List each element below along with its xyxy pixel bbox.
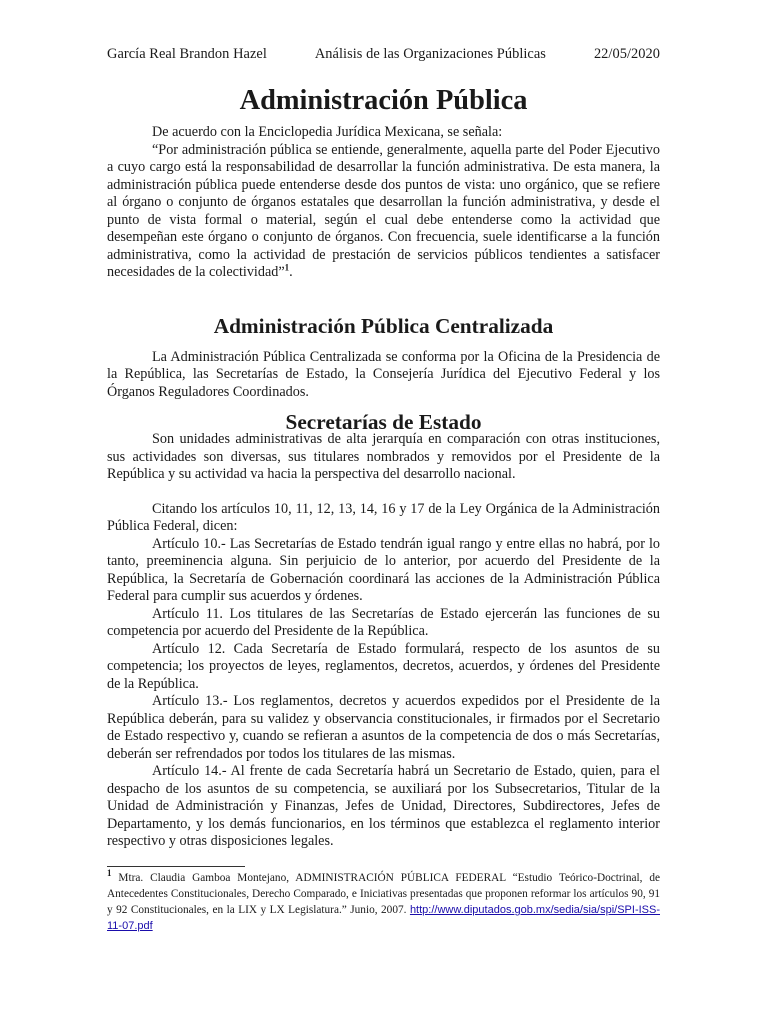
footnote-text: Mtra. Claudia Gamboa Montejano, ADMINISTRACIÓN PÚBLICA FEDERAL “Estudio Teórico-Doctrinal, de Antecedentes Constitucionales, Derecho Comparado, e Iniciativas presentadas que proponen reformar los artículos 90, 91 y 92 Constitucionales, en la LIX y LX Legislatura.” Junio, 2007. bbox=[107, 872, 660, 916]
intro-paragraph: De acuerdo con la Enciclopedia Jurídica Mexicana, se señala: bbox=[152, 124, 503, 140]
footnote-separator bbox=[107, 866, 245, 867]
header-date: 22/05/2020 bbox=[593, 46, 660, 62]
quote-text: “Por administración pública se entiende, generalmente, aquella parte del Poder Ejecutivo a cuyo cargo está la responsabilidad de desarrollar la función administrativa. De esta manera, la administración pública puede entenderse desde dos puntos de vista: uno orgánico, que se refiere al órgano o conjunto de órganos estatales que desarrollan la función administrativa, y desde el punto de vista formal o material, según el cual debe entenderse como la actividad que desempeñan este órgano o conjunto de órganos. Con frecuencia, suele identificarse a la función administrativa, como la actividad de prestación de servicios públicos tendientes a satisfacer necesidades de la colectividad” bbox=[107, 141, 660, 280]
centralizada-paragraph: La Administración Pública Centralizada se conforma por la Oficina de la Presidencia de la República, las Secretarías de Estado, la Consejería Jurídica del Ejecutivo Federal y los Órganos Reguladores Coordinados. bbox=[107, 348, 660, 400]
secretarias-paragraph: Son unidades administrativas de alta jerarquía en comparación con otras instituciones, sus actividades son diversas, sus titulares nombrados y removidos por el Presidente de la República y su actividad va hacia la perspectiva del desarrollo nacional. bbox=[107, 431, 660, 482]
section-title-centralizada: Administración Pública Centralizada bbox=[213, 313, 554, 338]
footnote-link[interactable]: http://www.diputados.gob.mx/sedia/sia/spi/SPI-ISS-11-07.pdf bbox=[107, 904, 660, 932]
header-subject: Análisis de las Organizaciones Públicas bbox=[314, 46, 546, 62]
article-11: Artículo 11. Los titulares de las Secretarías de Estado ejercerán las funciones de su competencia por acuerdo del Presidente de la República. bbox=[107, 605, 660, 639]
document-body bbox=[107, 85, 660, 851]
header-author: García Real Brandon Hazel bbox=[107, 46, 267, 62]
section-title-secretarias: Secretarías de Estado bbox=[285, 410, 482, 434]
article-13: Artículo 13.- Los reglamentos, decretos y acuerdos expedidos por el Presidente de la República deberán, para su validez y observancia constitucionales, ir firmados por el Secretario de Estado respectivo y, cuando se refieran a asuntos de la competencia de dos o más Secretarías, deberán ser refrendados por todos los titulares de las mismas. bbox=[107, 693, 660, 762]
citing-paragraph: Citando los artículos 10, 11, 12, 13, 14, 16 y 17 de la Ley Orgánica de la Administración Pública Federal, dicen: bbox=[107, 500, 660, 534]
article-14: Artículo 14.- Al frente de cada Secretaría habrá un Secretario de Estado, quien, para el despacho de los asuntos de su competencia, se auxiliará por los Subsecretarios, Titular de la Unidad de Administración y Finanzas, Jefes de Unidad, Directores, Subdirectores, Jefes de Departamento, y los demás funcionarios, en los términos que establezca el reglamento interior respectivo y otras disposiciones legales. bbox=[107, 763, 660, 849]
quote-paragraph: “Por administración pública se entiende, generalmente, aquella parte del Poder Ejecutivo a cuyo cargo está la responsabilidad de desarrollar la función administrativa. De esta manera, la administración pública puede entenderse desde dos puntos de vista: uno orgánico, que se refiere al órgano o conjunto de órganos estatales que desarrollan la función administrativa, y desde el punto de vista formal o material, según el cual debe entenderse como la actividad que desempeñan este órgano o conjunto de órganos. Con frecuencia, suele identificarse a la función administrativa, como la actividad de prestación de servicios públicos tendientes a satisfacer necesidades de la colectividad”$^1$. bbox=[107, 141, 660, 280]
article-10: Artículo 10.- Las Secretarías de Estado tendrán igual rango y entre ellas no habrá, por lo tanto, preeminencia alguna. Sin perjuicio de lo anterior, por acuerdo del Presidente de la República, la Secretaría de Gobernación coordinará las acciones de la Administración Pública Federal para cumplir sus acuerdos y órdenes. bbox=[107, 535, 660, 604]
footnote-ref: 1 bbox=[284, 262, 290, 273]
footnote bbox=[107, 870, 660, 934]
footnote-number: 1 bbox=[107, 868, 112, 879]
page-header bbox=[107, 46, 660, 63]
section-title-administracion-publica: Administración Pública bbox=[239, 85, 528, 116]
article-12: Artículo 12. Cada Secretaría de Estado formulará, respecto de los asuntos de su competencia; los proyectos de leyes, reglamentos, decretos, acuerdos, y órdenes del Presidente de la República. bbox=[107, 640, 660, 692]
